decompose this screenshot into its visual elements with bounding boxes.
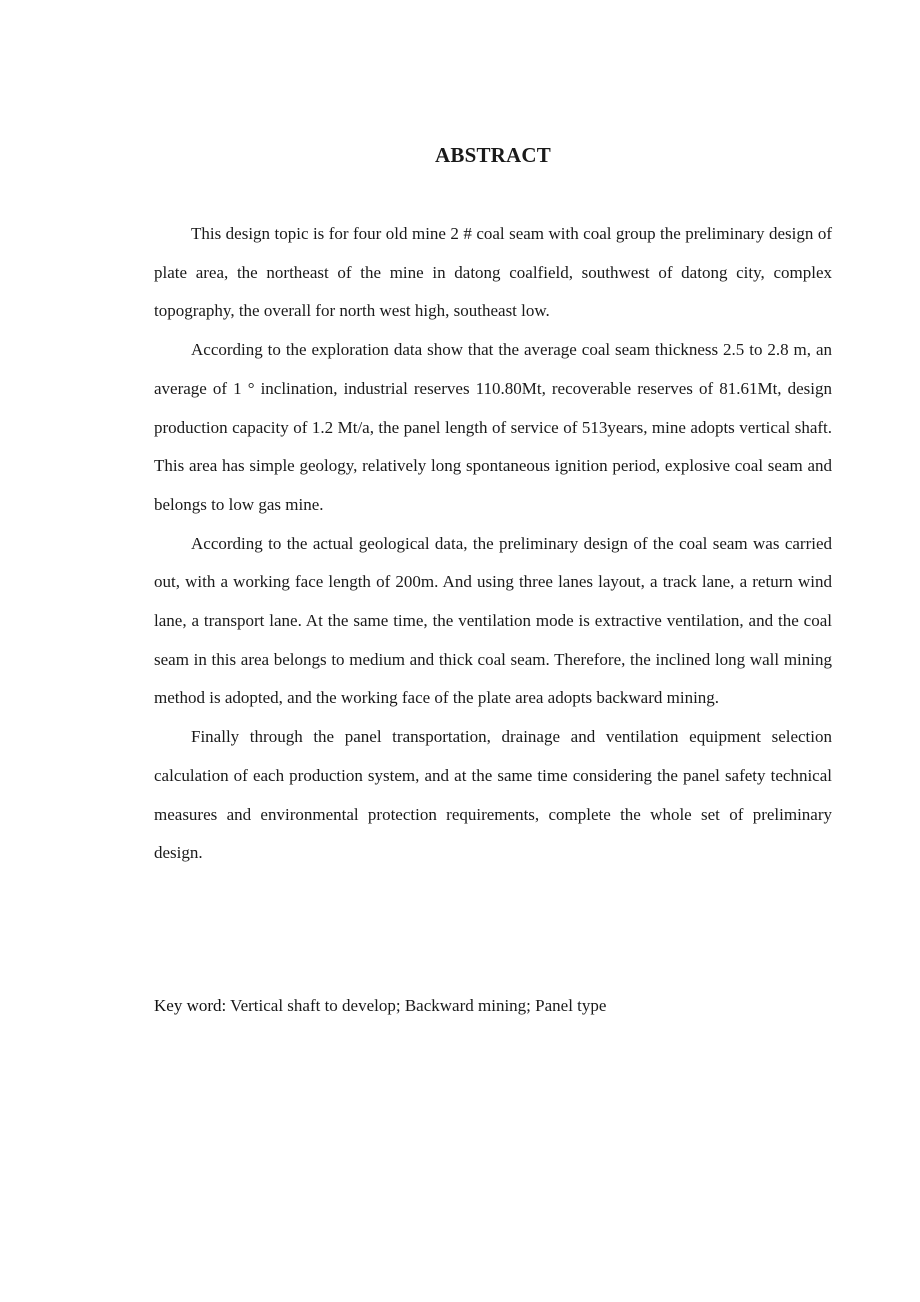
abstract-paragraph-3: According to the actual geological data, the preliminary design of the coal seam was carried out, with a working face length of 200m. And using three lanes layout, a track lane, a return wind lane, a transport lane. At the same time, the ventilation mode is extractive ventilation, and the coal seam in this area belongs to medium and thick coal seam. Therefore, the inclined long wall mining method is adopted, and the working face of the plate area adopts backward mining. [154, 533, 832, 708]
keywords-text: Vertical shaft to develop; Backward mining; Panel type [226, 996, 607, 1015]
abstract-paragraph-1: This design topic is for four old mine 2 # coal seam with coal group the preliminary design of plate area, the northeast of the mine in datong coalfield, southwest of datong city, complex topography, the overall for north west high, southeast low. [154, 224, 832, 321]
abstract-paragraph-4: Finally through the panel transportation, drainage and ventilation equipment selection calculation of each production system, and at the same time considering the panel safety technical measures and environmental protection requirements, complete the whole set of preliminary design. [154, 727, 832, 863]
abstract-paragraph-2: According to the exploration data show that the average coal seam thickness 2.5 to 2.8 m, an average of 1 ° inclination, industrial reserves 110.80Mt, recoverable reserves of 81.61Mt, design production capacity of 1.2 Mt/a, the panel length of service of 513years, mine adopts vertical shaft. This area has simple geology, relatively long spontaneous ignition period, explosive coal seam and belongs to low gas mine. [154, 340, 832, 514]
page-title: ABSTRACT [435, 143, 551, 167]
abstract-body [154, 215, 832, 873]
keywords-line [154, 990, 832, 1022]
keywords-label: Key word: [154, 996, 227, 1015]
